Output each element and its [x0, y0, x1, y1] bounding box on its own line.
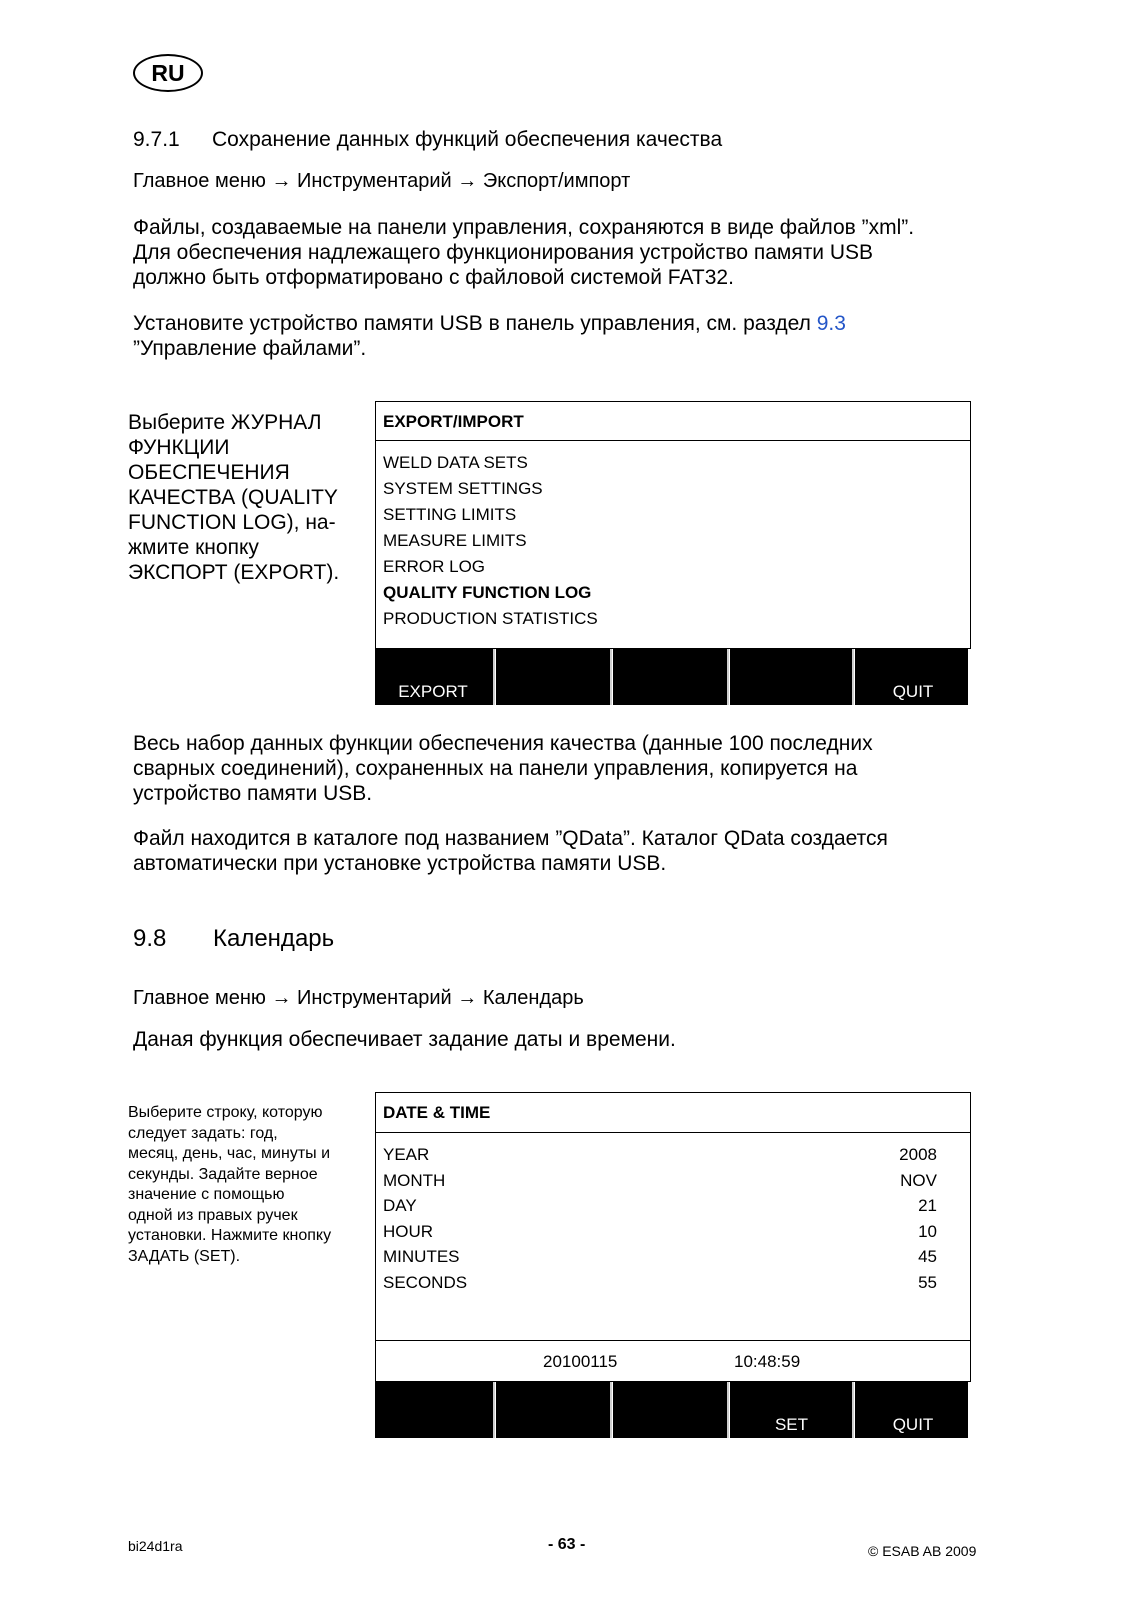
row-label: MINUTES — [383, 1247, 460, 1267]
date-time-panel — [375, 1092, 971, 1382]
path-main: Главное меню — [133, 170, 266, 192]
menu-item-setting-limits[interactable]: SETTING LIMITS — [383, 505, 517, 524]
paragraph-line: Весь набор данных функции обеспечения качества (данные 100 последних — [133, 732, 873, 755]
path-main: Главное меню — [133, 987, 266, 1009]
paragraph-line: устройство памяти USB. — [133, 782, 373, 805]
instruction-line: одной из правых ручек — [128, 1206, 298, 1224]
language-badge — [133, 54, 203, 92]
paragraph-line: Файлы, создаваемые на панели управления, сохраняются в виде файлов ”xml”. — [133, 216, 915, 239]
instruction-line: значение с помощью — [128, 1186, 285, 1203]
section-heading-98 — [133, 925, 334, 953]
row-hour[interactable] — [383, 1219, 937, 1245]
menu-item-system-settings[interactable]: SYSTEM SETTINGS — [383, 479, 543, 498]
soft-key-2[interactable] — [499, 1382, 608, 1438]
paragraph-line: Установите устройство памяти USB в панель управления, см. раздел — [133, 312, 817, 335]
paragraph-line: должно быть отформатировано с файловой системой FAT32. — [133, 266, 734, 289]
row-minutes[interactable] — [383, 1244, 937, 1270]
menu-path-export — [133, 170, 630, 193]
row-year[interactable] — [383, 1142, 937, 1168]
instruction-line: следует задать: год, — [128, 1124, 278, 1142]
path-tools: Инструментарий — [297, 987, 452, 1009]
panel-divider — [376, 440, 970, 441]
section-title: Сохранение данных функций обеспечения качества — [212, 128, 723, 151]
panel-divider — [376, 1132, 970, 1133]
instruction-export — [128, 410, 364, 585]
panel-title: DATE & TIME — [383, 1103, 491, 1122]
row-label: YEAR — [383, 1145, 430, 1164]
date-time-list — [383, 1142, 937, 1296]
section-number: 9.7.1 — [133, 128, 180, 151]
set-button[interactable] — [733, 1382, 850, 1438]
row-value: NOV — [900, 1170, 937, 1190]
export-button[interactable] — [375, 649, 491, 705]
row-label: DAY — [383, 1196, 417, 1216]
arrow-right-icon: → — [457, 170, 478, 192]
menu-item-production-statistics[interactable]: PRODUCTION STATISTICS — [383, 609, 598, 628]
button-separator — [725, 1382, 733, 1438]
row-value: 45 — [918, 1247, 937, 1267]
paragraph-line: ”Управление файлами”. — [133, 337, 367, 360]
row-seconds[interactable] — [383, 1270, 937, 1296]
button-separator — [491, 1382, 499, 1438]
button-separator — [608, 1382, 616, 1438]
path-tools: Инструментарий — [297, 170, 452, 192]
paragraph-line: Файл находится в каталоге под названием ”QData”. Каталог QData создается — [133, 827, 888, 850]
row-month[interactable] — [383, 1168, 937, 1194]
button-separator — [491, 649, 499, 705]
row-day[interactable] — [383, 1193, 937, 1219]
instruction-line: секунды. Задайте верное — [128, 1165, 318, 1183]
soft-key-2[interactable] — [499, 649, 608, 705]
button-label: SET — [774, 1415, 809, 1434]
paragraph-qdata — [133, 826, 888, 876]
menu-item-quality-function-log[interactable]: QUALITY FUNCTION LOG — [383, 583, 592, 602]
instruction-line: жмите кнопку — [128, 536, 259, 559]
row-value: 55 — [918, 1272, 937, 1292]
button-separator — [850, 649, 858, 705]
status-time: 10:48:59 — [734, 1352, 801, 1371]
button-label: EXPORT — [398, 682, 468, 701]
instruction-line: месяц, день, час, минуты и — [128, 1145, 331, 1162]
paragraph-files — [133, 215, 914, 290]
footer-page-number: - 63 - — [548, 1536, 586, 1553]
row-value: 21 — [918, 1196, 937, 1216]
instruction-line: Выберите ЖУРНАЛ — [128, 411, 322, 434]
paragraph-install-usb — [133, 311, 846, 361]
arrow-right-icon: → — [271, 170, 292, 192]
instruction-line: КАЧЕСТВА (QUALITY — [128, 486, 338, 509]
footer-copyright: © ESAB AB 2009 — [868, 1543, 977, 1559]
arrow-right-icon: → — [457, 987, 478, 1009]
menu-item-error-log[interactable]: ERROR LOG — [383, 557, 486, 576]
paragraph-line: Даная функция обеспечивает задание даты и времени. — [133, 1028, 676, 1051]
instruction-line: установки. Нажмите кнопку — [128, 1227, 332, 1244]
paragraph-line: сварных соединений), сохраненных на панели управления, копируется на — [133, 757, 858, 780]
instruction-line: ЭКСПОРТ (EXPORT). — [128, 561, 340, 584]
panel-title: EXPORT/IMPORT — [383, 412, 524, 431]
paragraph-copy-data — [133, 731, 873, 806]
button-separator — [725, 649, 733, 705]
button-separator — [608, 649, 616, 705]
soft-key-3[interactable] — [616, 649, 725, 705]
section-heading-971 — [133, 128, 722, 152]
soft-key-1[interactable] — [375, 1382, 491, 1438]
soft-key-4[interactable] — [733, 649, 850, 705]
section-link[interactable]: 9.3 — [816, 312, 846, 335]
quit-button[interactable] — [858, 649, 968, 705]
export-menu-list — [383, 450, 598, 632]
row-label: HOUR — [383, 1221, 434, 1241]
arrow-right-icon: → — [271, 987, 292, 1009]
section-number: 9.8 — [133, 925, 167, 952]
section-title: Календарь — [213, 925, 335, 952]
instruction-line: ОБЕСПЕЧЕНИЯ — [128, 461, 290, 484]
language-badge-label: RU — [151, 59, 185, 86]
quit-button[interactable] — [858, 1382, 968, 1438]
status-divider — [376, 1340, 970, 1341]
paragraph-datetime — [133, 1027, 676, 1052]
export-import-panel — [375, 401, 971, 649]
row-label: MONTH — [383, 1170, 446, 1190]
menu-path-calendar — [133, 987, 584, 1010]
instruction-line: FUNCTION LOG), на- — [128, 511, 336, 534]
instruction-line: ФУНКЦИИ — [128, 436, 230, 459]
status-date: 20100115 — [543, 1352, 618, 1371]
row-value: 2008 — [899, 1145, 937, 1164]
menu-item-measure-limits[interactable]: MEASURE LIMITS — [383, 531, 527, 550]
button-label: QUIT — [892, 1415, 934, 1434]
instruction-datetime — [128, 1103, 373, 1267]
datetime-button-bar — [375, 1382, 968, 1438]
button-label: QUIT — [892, 682, 934, 701]
paragraph-line: Для обеспечения надлежащего функционирования устройство памяти USB — [133, 241, 874, 264]
button-separator — [850, 1382, 858, 1438]
footer-doc-code: bi24d1ra — [128, 1538, 183, 1554]
path-target: Календарь — [482, 987, 584, 1009]
instruction-line: Выберите строку, которую — [128, 1104, 323, 1121]
path-target: Экспорт/импорт — [482, 170, 631, 192]
instruction-line: ЗАДАТЬ (SET). — [128, 1247, 241, 1265]
export-button-bar — [375, 649, 968, 705]
menu-item-weld-data-sets[interactable]: WELD DATA SETS — [383, 453, 528, 472]
soft-key-3[interactable] — [616, 1382, 725, 1438]
row-label: SECONDS — [383, 1272, 468, 1292]
row-value: 10 — [918, 1221, 937, 1241]
paragraph-line: автоматически при установке устройства памяти USB. — [133, 852, 667, 875]
